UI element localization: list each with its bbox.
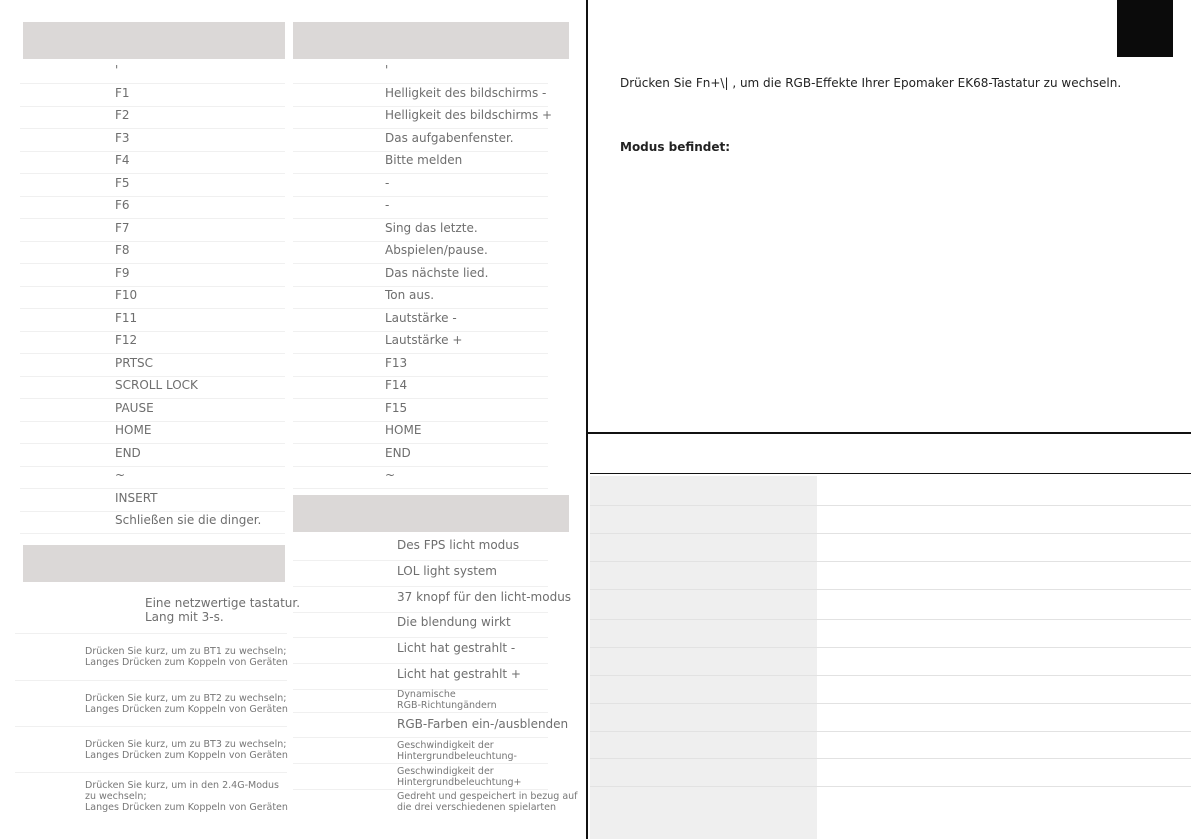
list-item — [293, 467, 548, 489]
rgb-direction-text: Dynamische RGB-Richtungändern — [397, 689, 497, 711]
list-item-label: END — [385, 445, 411, 460]
table-row — [590, 704, 1191, 732]
list-item — [293, 537, 548, 561]
list-item — [20, 242, 285, 264]
list-item-label: F10 — [115, 288, 138, 302]
list-item-label: ' — [115, 63, 119, 77]
list-item-label: Das aufgabenfenster. — [385, 130, 514, 145]
list-item — [293, 765, 548, 790]
table-row — [590, 676, 1191, 704]
list-item-label: SCROLL LOCK — [115, 378, 198, 392]
list-item — [293, 422, 548, 444]
list-item — [20, 400, 285, 422]
table-cell — [590, 562, 817, 589]
table-row — [590, 590, 1191, 620]
table-cell — [590, 476, 817, 505]
table-cell — [590, 787, 817, 839]
list-item — [293, 197, 548, 219]
list-item-label: 37 knopf für den licht-modus — [397, 589, 572, 604]
list-item-label: LOL light system — [397, 563, 497, 578]
list-item-label: F2 — [115, 108, 130, 122]
table-header-keys — [23, 22, 285, 59]
list-item — [293, 107, 553, 129]
table-cell — [590, 534, 817, 561]
list-item — [15, 737, 287, 773]
list-item — [293, 62, 548, 84]
list-item — [20, 445, 285, 467]
list-item-label: Ton aus. — [385, 288, 435, 302]
list-item-label: - — [385, 198, 390, 212]
list-item — [20, 197, 285, 219]
list-item — [20, 62, 285, 84]
wireless-header — [23, 545, 285, 582]
list-item — [293, 445, 548, 467]
list-item — [293, 640, 548, 664]
table-row — [590, 620, 1191, 648]
list-item — [20, 152, 285, 174]
list-item — [293, 220, 548, 242]
list-item — [293, 716, 569, 738]
list-item — [293, 355, 548, 377]
list-item — [20, 130, 285, 152]
list-item-label: F1 — [115, 85, 130, 100]
list-item-label: Lautstärke + — [385, 333, 463, 347]
list-item-label: - — [385, 175, 390, 190]
rgb-intro-text: Drücken Sie Fn+\| , um die RGB-Effekte Ihrer Epomaker EK68-Tastatur zu wechseln. — [620, 76, 1122, 90]
page-divider-vertical — [586, 0, 588, 839]
speed-minus-text: Geschwindigkeit der Hintergrundbeleuchtung- — [397, 740, 517, 762]
list-item — [293, 175, 548, 197]
list-item — [293, 614, 548, 638]
table-cell — [590, 590, 817, 619]
g24-text: Drücken Sie kurz, um in den 2.4G-Modus zu wechseln; Langes Drücken zum Koppeln von Geräten — [85, 780, 288, 813]
list-item-label: HOME — [385, 423, 422, 437]
list-item — [293, 85, 548, 107]
list-item-label: ~ — [385, 468, 396, 482]
section-divider — [588, 432, 1191, 434]
black-tab — [1117, 0, 1173, 57]
list-item-label: F12 — [115, 333, 138, 347]
table-row — [590, 506, 1191, 534]
list-item-label: Helligkeit des bildschirms - — [385, 85, 547, 100]
table-cell — [590, 648, 817, 675]
list-item-label: Bitte melden — [385, 153, 463, 167]
list-item-label: PRTSC — [115, 355, 154, 370]
list-item-label: Licht hat gestrahlt - — [397, 641, 516, 656]
list-item — [20, 175, 285, 197]
list-item-label: ' — [385, 63, 389, 77]
list-item-label: F7 — [115, 220, 130, 235]
list-item-label: Das nächste lied. — [385, 265, 489, 280]
table-top-line — [590, 473, 1191, 474]
list-item-label: F6 — [115, 198, 130, 212]
table-row — [590, 732, 1191, 759]
table-row — [590, 534, 1191, 562]
list-item — [20, 512, 285, 534]
table-row — [590, 648, 1191, 676]
list-item — [20, 377, 285, 399]
list-item-label: F4 — [115, 153, 130, 167]
table-cell — [590, 620, 817, 647]
table-cell — [590, 759, 817, 786]
list-item-label: F15 — [385, 400, 408, 415]
table-cell — [590, 732, 817, 758]
list-item-label: F13 — [385, 355, 408, 370]
list-item — [293, 563, 548, 587]
table-row — [590, 476, 1191, 506]
list-item-label: Licht hat gestrahlt + — [397, 667, 521, 681]
list-item — [293, 739, 548, 764]
list-item — [20, 287, 285, 309]
list-item — [20, 332, 285, 354]
table-cell — [590, 506, 817, 533]
list-item — [293, 242, 548, 264]
list-item — [20, 265, 285, 287]
list-item-label: Des FPS licht modus — [397, 538, 520, 552]
saved-modes-text: Gedreht und gespeichert in bezug auf die drei verschiedenen spielarten — [397, 791, 578, 813]
list-item — [20, 310, 285, 332]
list-item — [293, 589, 572, 613]
table-cell — [590, 704, 817, 731]
speed-plus-text: Geschwindigkeit der Hintergrundbeleuchtung+ — [397, 766, 522, 788]
list-item-label: Abspielen/pause. — [385, 243, 488, 257]
table-row — [590, 787, 1191, 839]
list-item-label: F3 — [115, 130, 130, 145]
bt1-text: Drücken Sie kurz, um zu BT1 zu wechseln; Langes Drücken zum Koppeln von Geräten — [85, 646, 288, 668]
list-item-label: F9 — [115, 265, 130, 280]
list-item — [293, 791, 583, 817]
list-item-label: Helligkeit des bildschirms + — [385, 108, 553, 122]
list-item — [293, 377, 548, 399]
list-item — [293, 130, 548, 152]
table-header-functions — [293, 22, 569, 59]
rgb-fade-text: RGB-Farben ein-/ausblenden — [397, 717, 569, 731]
list-item-label: F5 — [115, 175, 130, 190]
list-item-label: F11 — [115, 310, 138, 325]
list-item-label: END — [115, 445, 141, 460]
list-item — [293, 310, 548, 332]
list-item-label: F8 — [115, 243, 130, 257]
table-cell — [590, 676, 817, 703]
list-item-label: ~ — [115, 468, 126, 482]
bt3-text: Drücken Sie kurz, um zu BT3 zu wechseln; Langes Drücken zum Koppeln von Geräten — [85, 739, 288, 761]
list-item — [20, 355, 285, 377]
list-item — [20, 467, 285, 489]
light-header — [293, 495, 569, 532]
list-item — [15, 778, 287, 820]
mode-label: Modus befindet: — [620, 140, 731, 154]
list-item — [20, 220, 285, 242]
list-item — [293, 332, 548, 354]
bt2-text: Drücken Sie kurz, um zu BT2 zu wechseln; Langes Drücken zum Koppeln von Geräten — [85, 693, 288, 715]
table-row — [590, 759, 1191, 787]
list-item — [293, 400, 548, 422]
net-line-1: Eine netzwertige tastatur. — [145, 596, 301, 610]
list-item — [15, 596, 301, 634]
list-item — [15, 644, 287, 681]
list-item — [20, 490, 285, 512]
list-item — [293, 666, 548, 690]
list-item — [293, 688, 548, 713]
list-item-label: HOME — [115, 423, 152, 437]
list-item — [20, 107, 285, 129]
list-item — [15, 691, 287, 727]
list-item — [20, 422, 285, 444]
list-item — [293, 287, 548, 309]
list-item-label: F14 — [385, 378, 408, 392]
list-item-label: Lautstärke - — [385, 310, 457, 325]
table-row — [590, 562, 1191, 590]
list-item-label: INSERT — [115, 490, 158, 505]
list-item — [293, 265, 548, 287]
net-line-2: Lang mit 3-s. — [145, 610, 224, 624]
list-item-label: Schließen sie die dinger. — [115, 513, 262, 527]
list-item-label: Die blendung wirkt — [397, 615, 511, 630]
list-item-label: PAUSE — [115, 400, 154, 415]
list-item — [293, 152, 548, 174]
list-item — [20, 85, 285, 107]
list-item-label: Sing das letzte. — [385, 220, 478, 235]
